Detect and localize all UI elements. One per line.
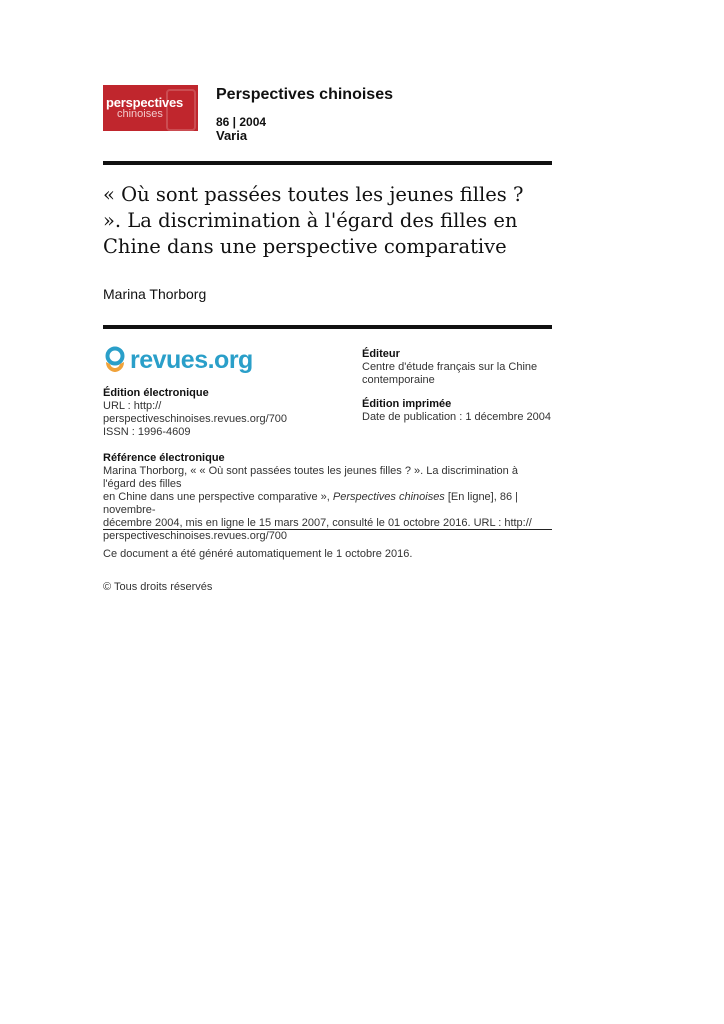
article-title: « Où sont passées toutes les jeunes filles ? ». La discrimination à l'égard des filles en Chine dans une perspective comparative [103, 183, 524, 258]
publication-date: Date de publication : 1 décembre 2004 [362, 411, 551, 423]
editeur-name-line2: contemporaine [362, 374, 435, 386]
reference-line2-b: [En ligne], 86 | novembre- [103, 491, 518, 516]
editeur-label: Éditeur [362, 348, 400, 360]
generated-notice: Ce document a été généré automatiquement le 1 octobre 2016. [103, 548, 413, 560]
logo-text-line2: chinoises [117, 108, 163, 120]
reference-line1: Marina Thorborg, « « Où sont passées toutes les jeunes filles ? ». La discrimination à l'égard des filles [103, 465, 518, 490]
edition-electronique [103, 387, 287, 439]
revues-logo[interactable] [103, 346, 253, 374]
journal-section: Varia [216, 128, 248, 143]
middle-divider [103, 325, 552, 329]
reference-line2 [103, 491, 553, 517]
reference-line2-a: en Chine dans une perspective comparative », [103, 491, 333, 503]
edition-url-label: URL : http:// [103, 400, 162, 412]
top-divider [103, 161, 552, 165]
edition-issn: ISSN : 1996-4609 [103, 426, 191, 438]
reference-label: Référence électronique [103, 452, 225, 464]
logo-text-line1: perspectives [106, 95, 184, 110]
journal-issue: 86 | 2004 [216, 115, 267, 129]
revues-flower-icon [103, 346, 127, 374]
edition-electronique-label: Édition électronique [103, 387, 209, 399]
edition-url-link[interactable]: perspectiveschinoises.revues.org/700 [103, 413, 288, 425]
editeur [362, 348, 537, 387]
bottom-divider [103, 529, 552, 530]
reference-line3: décembre 2004, mis en ligne le 15 mars 2007, consulté le 01 octobre 2016. URL : http:// [103, 517, 532, 529]
edition-imprimee [362, 398, 551, 424]
reference-journal-italic: Perspectives chinoises [332, 491, 445, 503]
journal-logo [103, 85, 198, 131]
editeur-name-line1: Centre d'étude français sur la Chine [362, 361, 538, 373]
reference-url-link[interactable]: perspectiveschinoises.revues.org/700 [103, 530, 288, 542]
journal-title: Perspectives chinoises [216, 86, 393, 103]
article-author: Marina Thorborg [103, 286, 207, 302]
copyright-notice: © Tous droits réservés [103, 581, 213, 593]
revues-logo-text: revues.org [130, 345, 253, 374]
edition-imprimee-label: Édition imprimée [362, 398, 452, 410]
